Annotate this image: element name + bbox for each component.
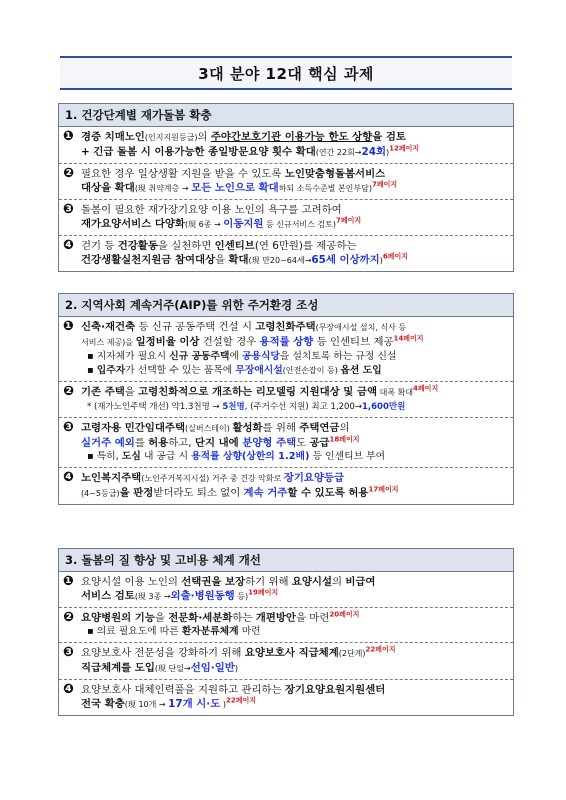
item-number: ❶: [63, 574, 75, 589]
text: 무장애시설: [235, 365, 283, 376]
text: (안전손잡이 등): [282, 366, 341, 375]
text: 서비스 제공)을: [81, 338, 136, 347]
text: 전국 확충: [81, 698, 125, 710]
text: 의: [332, 576, 346, 588]
text: (2단계): [338, 649, 366, 658]
text: 1,600만원: [362, 402, 406, 412]
text: (노인주거복지시설) 거주 중 건강 악화로: [141, 474, 284, 483]
section-housing: [58, 293, 514, 505]
text: 하되 소득수준별 본인부담): [278, 184, 372, 193]
page-ref: 19페이지: [248, 588, 279, 597]
text: 재가요양서비스 다양화: [81, 218, 185, 230]
text: ): [234, 664, 238, 673]
task-item: [59, 467, 513, 504]
text: 도: [296, 437, 310, 449]
text: 을: [215, 254, 229, 266]
text: 허용: [148, 437, 169, 449]
section-heading: 3. 돌봄의 질 향상 및 고비용 체계 개선: [58, 548, 514, 572]
page-ref: 17페이지: [368, 485, 399, 494]
text: 서비스 검토: [81, 590, 135, 602]
text: 활성화: [232, 422, 263, 434]
text: 장기요양등급: [283, 472, 345, 484]
text: 받더라도 퇴소 없이: [153, 487, 244, 499]
text: 을 판정: [119, 487, 154, 499]
sub-bullet: [81, 625, 509, 639]
text: 돌봄이 필요한 재가장기요양 이용 노인의 욕구를 고려하여: [81, 204, 342, 216]
text: ▪ 의료 필요도에 따른: [87, 626, 182, 637]
text: * (재가노인주택 개선) 약1.3천명 →: [87, 402, 223, 412]
text: ): [379, 256, 383, 265]
text: 이동지원: [223, 218, 264, 230]
text: 건설할 경우: [199, 336, 260, 348]
text: (4~5등급): [81, 489, 120, 498]
text: 외출·병원동행: [170, 590, 235, 602]
text: 대폭 확대: [377, 388, 414, 397]
page-ref: 22페이지: [225, 696, 256, 705]
text: 선임·일반: [190, 662, 235, 674]
text: (무장애시설 설치, 식사 등: [315, 323, 407, 332]
text: 옵션 도입: [340, 365, 382, 376]
task-item: [59, 417, 513, 467]
text: (실버스테이): [185, 424, 233, 433]
text: 환자분류체계: [181, 626, 239, 637]
text: 신축·재건축: [81, 321, 136, 333]
text: 요양보호사 대체인력풀을 지원하고 관리하는: [81, 684, 285, 696]
text: (인지지원등급): [144, 133, 198, 142]
text: 요양시설: [291, 576, 333, 588]
text: (現 단일→: [154, 664, 191, 673]
item-number: ❹: [63, 470, 75, 485]
item-number: ❹: [63, 238, 75, 253]
item-number: ❸: [63, 202, 75, 217]
text: (現 10개 →: [124, 700, 169, 709]
page-ref: 6페이지: [382, 252, 408, 261]
text: 을: [124, 386, 139, 398]
text: 등): [234, 592, 249, 601]
text: 직급체계를 도입: [81, 662, 155, 674]
text: 건강활동: [117, 240, 158, 252]
section-care-quality: [58, 548, 514, 716]
text: 용적률 상향: [259, 336, 314, 348]
text: 공용식당: [242, 351, 280, 362]
text: 단지 내에: [194, 437, 243, 449]
task-item: [59, 642, 513, 679]
text: 하기 위해: [245, 576, 292, 588]
text: 24회: [361, 146, 387, 158]
item-number: ❹: [63, 682, 75, 697]
text: 건강생활실천지원금 참여대상: [81, 254, 216, 266]
item-number: ❶: [63, 319, 75, 334]
text: ): [386, 148, 390, 157]
task-item: [59, 235, 513, 271]
text: 모든 노인으로 확대: [191, 182, 279, 194]
section-heading: 1. 건강단계별 재가돌봄 확충: [58, 103, 514, 127]
task-item: [59, 381, 513, 417]
text: + 긴급 돌봄 시 이용가능한 종일방문요양 횟수 확대: [81, 146, 316, 158]
task-item: [59, 317, 513, 381]
text: 용적률 상향(상한의 1.2배): [191, 451, 310, 462]
text: (연 6만원)를 제공하는: [254, 240, 357, 252]
text: 장기요양요원지원센터: [284, 684, 386, 696]
page-ref: 20페이지: [329, 610, 360, 619]
item-number: ❸: [63, 420, 75, 435]
sub-bullet: [81, 350, 509, 364]
task-item: [59, 199, 513, 235]
task-item: [59, 572, 513, 607]
text: 전문화·세분화: [168, 612, 233, 624]
text: 확대: [228, 254, 249, 266]
text: 신규 공동주택: [169, 351, 230, 362]
text: 계속 거주: [243, 487, 288, 499]
text: 노인맞춤형돌봄서비스: [284, 168, 386, 180]
text: (現 3종 →: [134, 592, 171, 601]
text: 고령자용 민간임대주택: [81, 422, 185, 434]
text: ▪ 특히,: [87, 451, 122, 462]
text: 인센티브: [214, 240, 255, 252]
text: 기존 주택: [81, 386, 125, 398]
text: 등 신규서비스 검토): [263, 220, 337, 229]
text: 등 인센티브 부여: [309, 451, 386, 462]
text: 를: [134, 437, 149, 449]
page-ref: 7페이지: [371, 180, 398, 189]
text: 을 마련: [295, 612, 330, 624]
text: 개편방안: [255, 612, 296, 624]
text: 등 인센티브 제공: [313, 336, 394, 348]
text: 할 수 있도록 허용: [287, 487, 369, 499]
sub-bullet: [81, 450, 509, 464]
text: 선택권을 보장: [181, 576, 246, 588]
text: 비급여: [345, 576, 376, 588]
text: 65세 이상까지: [311, 254, 380, 266]
item-number: ❸: [63, 645, 75, 660]
text: 마련: [238, 626, 261, 637]
text: 요양병원의 기능: [81, 612, 155, 624]
text: 실거주 예외: [81, 437, 135, 449]
text: 의: [197, 131, 211, 143]
page-ref: 7페이지: [336, 216, 362, 225]
text: ▪: [87, 365, 97, 376]
text: (現 6종 →: [185, 220, 224, 229]
text: 경증 치매노인: [81, 131, 145, 143]
text: 등 신규 공동주택 건설 시: [135, 321, 256, 333]
text: 17개 시·도: [168, 698, 221, 710]
task-item: [59, 679, 513, 715]
page-ref: 14페이지: [393, 334, 424, 343]
page-ref: 22페이지: [365, 645, 396, 654]
text: 공급: [309, 437, 330, 449]
text: 주택연금: [299, 422, 340, 434]
text: 에: [229, 351, 243, 362]
text: (연간 22회→: [315, 148, 362, 157]
text: 하고,: [168, 437, 195, 449]
page-ref: 12페이지: [389, 144, 420, 153]
page-title: 3대 분야 12대 핵심 과제: [60, 56, 512, 90]
item-number: ❷: [63, 166, 75, 181]
text: 분양형 주택: [242, 437, 297, 449]
text: 5천명: [222, 402, 245, 412]
text: 요양시설 이용 노인의: [81, 576, 182, 588]
item-number: ❷: [63, 384, 75, 399]
text: 요양보호사 직급체계: [244, 647, 339, 659]
item-number: ❶: [63, 129, 75, 144]
task-item: [59, 127, 513, 163]
text: 고령친화주택: [255, 321, 316, 333]
text: 필요한 경우 일상생활 지원을 받을 수 있도록: [81, 168, 285, 180]
text: 을 실천하면: [157, 240, 215, 252]
text: 노인복지주택: [81, 472, 142, 484]
text: 의: [339, 422, 350, 434]
text: 고령친화적으로 개조하는 리모델링 지원대상 및 금액: [138, 386, 378, 398]
text: ): [220, 700, 226, 709]
section-home-care: [58, 103, 514, 272]
text: 을: [154, 612, 169, 624]
text: 하는: [232, 612, 256, 624]
text: 요양보호사 전문성을 강화하기 위해: [81, 647, 245, 659]
page-ref: 4페이지: [413, 384, 439, 393]
text: , (주거수선 지원) 최고 1,200→: [244, 402, 362, 412]
section-heading: 2. 지역사회 계속거주(AIP)를 위한 주거환경 조성: [58, 293, 514, 317]
text: 걷기 등: [81, 240, 118, 252]
task-item: [59, 607, 513, 642]
task-item: [59, 163, 513, 199]
text: (現 만20~64세→: [248, 256, 312, 265]
text: 을 검토: [372, 131, 406, 143]
page-ref: 18페이지: [329, 435, 360, 444]
text: 입주자: [96, 365, 126, 376]
text: 주야간보호기관 이용가능 한도 상향: [210, 131, 373, 143]
text: 가 선택할 수 있는 품목에: [125, 365, 236, 376]
item-number: ❷: [63, 610, 75, 625]
text: 내 공급 시: [140, 451, 192, 462]
text: (現 취약계층 →: [134, 184, 192, 193]
footnote: [81, 400, 509, 414]
text: 도심: [121, 451, 141, 462]
text: 대상을 확대: [81, 182, 135, 194]
text: 일정비율 이상: [135, 336, 200, 348]
text: 을 설치토록 하는 규정 신설: [279, 351, 397, 362]
text: 를 위해: [262, 422, 300, 434]
text: ▪ 지자체가 필요시: [87, 351, 170, 362]
sub-bullet: [81, 364, 509, 378]
